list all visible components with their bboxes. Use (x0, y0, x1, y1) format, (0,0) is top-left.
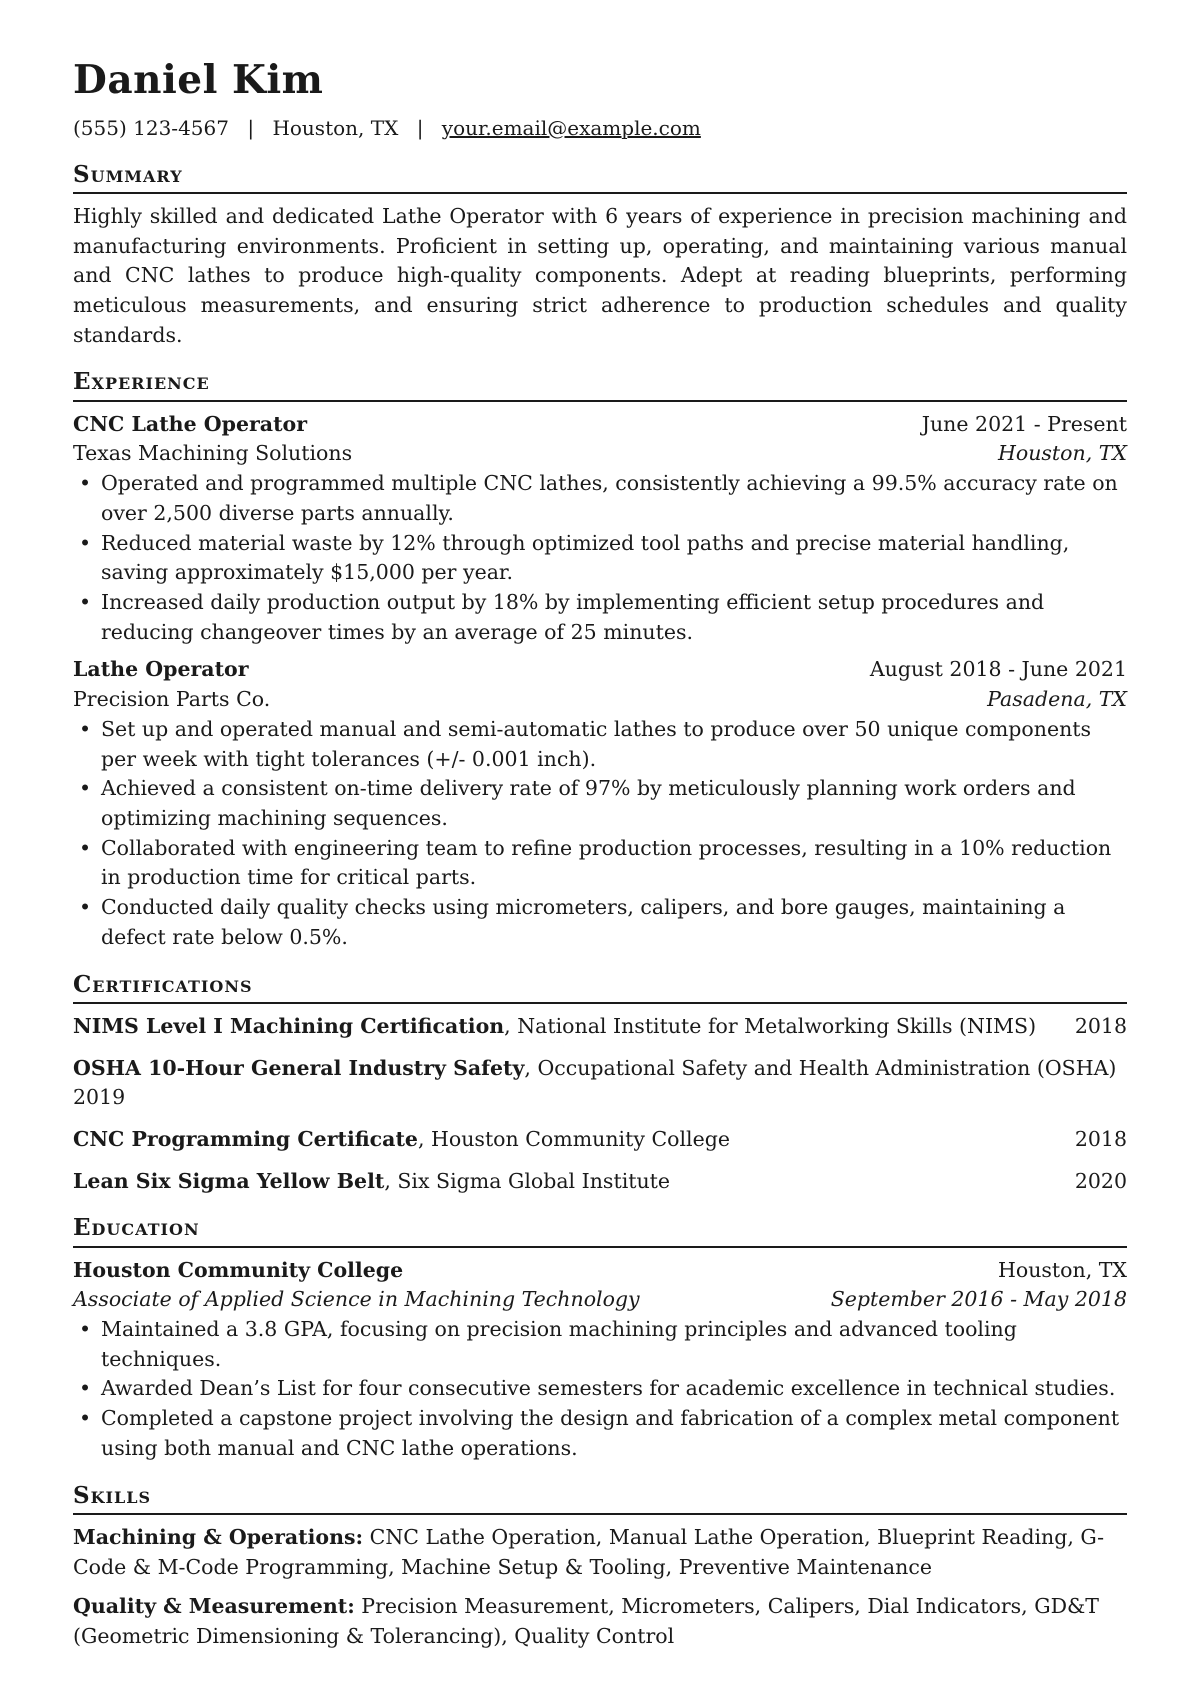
certification-name: OSHA 10-Hour General Industry Safety (73, 1055, 525, 1080)
job-location: Pasadena, TX (987, 687, 1127, 712)
certification-name: CNC Programming Certificate (73, 1126, 418, 1151)
bullet-item: • Achieved a consistent on-time delivery rate of 97% by meticulously planning work orders and optimizing machining sequences. (73, 774, 1127, 833)
job-entry (73, 655, 1127, 952)
education-header (73, 1256, 1127, 1286)
skill-group-label: Quality & Measurement: (73, 1594, 355, 1619)
job-header (73, 655, 1127, 685)
bullet-item: • Completed a capstone project involving the design and fabrication of a complex metal component using both manual and CNC lathe operations. (73, 1404, 1127, 1463)
job-subheader (73, 685, 1127, 715)
certification-year: 2020 (1074, 1168, 1127, 1193)
section-title-experience: Experience (73, 366, 1127, 401)
skill-group-label: Machining & Operations: (73, 1524, 364, 1549)
bullet-item: • Conducted daily quality checks using micrometers, calipers, and bore gauges, maintaining a defect rate below 0.5%. (73, 893, 1127, 952)
degree-name: Associate of Applied Science in Machining Technology (73, 1287, 640, 1312)
phone-number: (555) 123-4567 (73, 115, 229, 140)
job-subheader (73, 439, 1127, 469)
education-section (73, 1212, 1127, 1463)
job-header (73, 410, 1127, 440)
certification-item (73, 1054, 1127, 1113)
certification-issuer: , Six Sigma Global Institute (384, 1168, 671, 1193)
bullet-item: • Reduced material waste by 12% through optimized tool paths and precise material handling, saving approximately $15,000 per year. (73, 529, 1127, 588)
certification-item (73, 1012, 1127, 1042)
job-title: Lathe Operator (73, 657, 249, 682)
certification-year: 2018 (1074, 1126, 1127, 1151)
bullet-item: • Operated and programmed multiple CNC lathes, consistently achieving a 99.5% accuracy rate on over 2,500 diverse parts annually. (73, 469, 1127, 528)
certification-name: Lean Six Sigma Yellow Belt (73, 1168, 385, 1193)
bullet-item: • Increased daily production output by 18% by implementing efficient setup procedures and reducing changeover times by an average of 25 minutes. (73, 588, 1127, 647)
certification-text (73, 1125, 730, 1155)
section-title-education: Education (73, 1212, 1127, 1247)
summary-text: Highly skilled and dedicated Lathe Operator with 6 years of experience in precision machining and manufacturing environments. Proficient in setting up, operating, and maintaining various manual and CNC lathes to produce high-quality components. Adept at reading blueprints, performing meticulous measurements, and ensuring strict adherence to production schedules and quality standards. (73, 203, 1127, 347)
candidate-name: Daniel Kim (73, 57, 324, 103)
contact-separator: | (247, 115, 255, 140)
certification-issuer: , Occupational Safety and Health Administration (OSHA) (524, 1055, 1117, 1080)
skills-section (73, 1480, 1127, 1652)
company-name: Precision Parts Co. (73, 687, 271, 712)
certification-year: 2018 (1074, 1013, 1127, 1038)
resume-header (73, 55, 1127, 143)
education-bullets (73, 1315, 1127, 1464)
job-dates: June 2021 - Present (921, 411, 1127, 436)
education-subheader (73, 1285, 1127, 1315)
certification-text (73, 1167, 670, 1197)
skill-group (73, 1523, 1127, 1582)
location: Houston, TX (272, 115, 399, 140)
skill-group-text: CNC Lathe Operation, Manual Lathe Operation, Blueprint Reading, G-Code & M-Code Programming, Machine Setup & Tooling, Preventive Maintenance (73, 1524, 1105, 1579)
job-entry (73, 410, 1127, 648)
contact-line (73, 114, 1127, 143)
job-bullets (73, 715, 1127, 953)
school-location: Houston, TX (997, 1257, 1127, 1282)
job-bullets (73, 469, 1127, 647)
education-dates: September 2016 - May 2018 (830, 1287, 1127, 1312)
skill-group (73, 1592, 1127, 1651)
certifications-section (73, 969, 1127, 1197)
bullet-item: • Collaborated with engineering team to refine production processes, resulting in a 10% reduction in production time for critical parts. (73, 834, 1127, 893)
school-name: Houston Community College (73, 1257, 404, 1282)
bullet-item: • Maintained a 3.8 GPA, focusing on precision machining principles and advanced tooling techniques. (73, 1315, 1127, 1374)
section-title-certifications: Certifications (73, 969, 1127, 1004)
summary-section (73, 159, 1127, 351)
job-dates: August 2018 - June 2021 (869, 657, 1127, 682)
resume-page (73, 55, 1127, 1662)
bullet-item: • Awarded Dean’s List for four consecutive semesters for academic excellence in technical studies. (73, 1374, 1127, 1404)
certification-issuer: , National Institute for Metalworking Skills (NIMS) (504, 1013, 1037, 1038)
certification-text (73, 1012, 1036, 1042)
section-title-skills: Skills (73, 1480, 1127, 1515)
certification-item (73, 1167, 1127, 1197)
certification-name: NIMS Level I Machining Certification (73, 1013, 505, 1038)
bullet-item: • Set up and operated manual and semi-automatic lathes to produce over 50 unique components per week with tight tolerances (+/- 0.001 inch). (73, 715, 1127, 774)
section-title-summary: Summary (73, 159, 1127, 194)
job-title: CNC Lathe Operator (73, 411, 308, 436)
skill-group-text: Precision Measurement, Micrometers, Calipers, Dial Indicators, GD&T (Geometric Dimensioning & Tolerancing), Quality Control (73, 1594, 1099, 1648)
certification-issuer: , Houston Community College (417, 1126, 730, 1151)
company-name: Texas Machining Solutions (73, 441, 353, 466)
certification-item (73, 1125, 1127, 1155)
certification-year: 2019 (73, 1085, 126, 1110)
email-link[interactable]: your.email@example.com (441, 115, 701, 140)
contact-separator: | (416, 115, 424, 140)
experience-section (73, 366, 1127, 952)
job-location: Houston, TX (997, 441, 1127, 466)
